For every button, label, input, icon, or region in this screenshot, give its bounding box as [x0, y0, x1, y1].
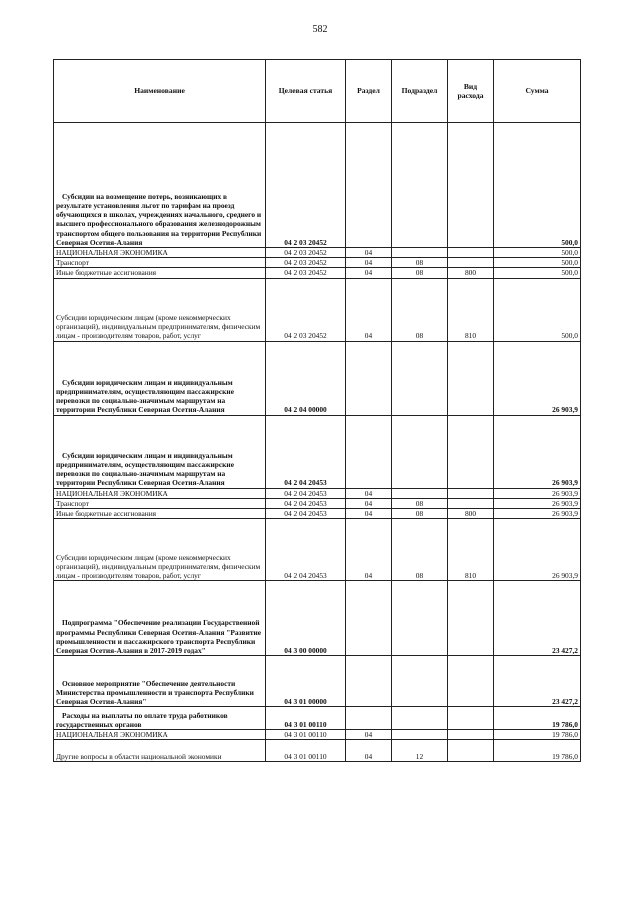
cell-target: 04 2 04 20453 — [266, 488, 346, 498]
cell-expense-type — [448, 740, 494, 762]
cell-section — [346, 581, 392, 656]
cell-section: 04 — [346, 498, 392, 508]
cell-target: 04 3 01 00110 — [266, 707, 346, 730]
table-row — [54, 730, 581, 740]
cell-amount: 26 903,9 — [494, 415, 581, 488]
cell-expense-type — [448, 581, 494, 656]
cell-expense-type — [448, 498, 494, 508]
table-row — [54, 707, 581, 730]
cell-section: 04 — [346, 268, 392, 278]
cell-subsection — [392, 488, 448, 498]
table-row — [54, 498, 581, 508]
header-expense-type: Вид расхода — [448, 60, 494, 123]
header-section: Раздел — [346, 60, 392, 123]
cell-expense-type: 800 — [448, 268, 494, 278]
table-row — [54, 488, 581, 498]
cell-amount: 26 903,9 — [494, 509, 581, 519]
cell-subsection: 08 — [392, 278, 448, 341]
table-row — [54, 341, 581, 415]
cell-target: 04 2 03 20452 — [266, 248, 346, 258]
cell-name: НАЦИОНАЛЬНАЯ ЭКОНОМИКА — [54, 248, 266, 258]
cell-amount: 500,0 — [494, 258, 581, 268]
page-number: 582 — [312, 24, 328, 35]
cell-target: 04 2 03 20452 — [266, 258, 346, 268]
cell-name: Транспорт — [54, 258, 266, 268]
table-row — [54, 415, 581, 488]
table-row — [54, 248, 581, 258]
cell-expense-type: 810 — [448, 278, 494, 341]
cell-name: Транспорт — [54, 498, 266, 508]
cell-section: 04 — [346, 519, 392, 581]
cell-name: Субсидии юридическим лицам (кроме некоммерческих организаций), индивидуальным предпринимателям, физическим лицам - производителям товаров, работ, услуг — [54, 278, 266, 341]
cell-target: 04 3 01 00000 — [266, 656, 346, 707]
table-row — [54, 268, 581, 278]
cell-target: 04 3 01 00110 — [266, 730, 346, 740]
cell-subsection: 08 — [392, 519, 448, 581]
header-row — [54, 60, 581, 123]
table-row — [54, 519, 581, 581]
cell-subsection: 12 — [392, 740, 448, 762]
cell-section: 04 — [346, 730, 392, 740]
cell-target: 04 2 04 20453 — [266, 498, 346, 508]
budget-table — [53, 59, 581, 762]
cell-section: 04 — [346, 258, 392, 268]
header-name: Наименование — [54, 60, 266, 123]
cell-expense-type — [448, 415, 494, 488]
cell-name: НАЦИОНАЛЬНАЯ ЭКОНОМИКА — [54, 730, 266, 740]
cell-amount: 500,0 — [494, 268, 581, 278]
cell-name: Субсидии на возмещение потерь, возникающих в результате установления льгот по тарифам на проезд обучающихся в школах, учреждениях начального, среднего и высшего профессионального образования железнодорожным транспортом общего пользования на территории Республики Северная Осетия-Алания — [54, 123, 266, 248]
cell-name: Расходы на выплаты по оплате труда работников государственных органов — [54, 707, 266, 730]
cell-expense-type — [448, 123, 494, 248]
cell-expense-type: 810 — [448, 519, 494, 581]
cell-target: 04 2 04 00000 — [266, 341, 346, 415]
cell-target: 04 2 04 20453 — [266, 509, 346, 519]
cell-amount: 500,0 — [494, 123, 581, 248]
cell-target: 04 3 01 00110 — [266, 740, 346, 762]
cell-subsection: 08 — [392, 498, 448, 508]
cell-target: 04 2 03 20452 — [266, 278, 346, 341]
cell-section: 04 — [346, 278, 392, 341]
cell-expense-type — [448, 488, 494, 498]
cell-expense-type — [448, 341, 494, 415]
cell-subsection — [392, 656, 448, 707]
cell-name: Другие вопросы в области национальной экономики — [54, 740, 266, 762]
cell-name: Субсидии юридическим лицам (кроме некоммерческих организаций), индивидуальным предпринимателям, физическим лицам - производителям товаров, работ, услуг — [54, 519, 266, 581]
cell-expense-type — [448, 707, 494, 730]
cell-subsection — [392, 341, 448, 415]
cell-expense-type — [448, 248, 494, 258]
cell-subsection — [392, 123, 448, 248]
cell-amount: 26 903,9 — [494, 488, 581, 498]
cell-section: 04 — [346, 740, 392, 762]
cell-name: Субсидии юридическим лицам и индивидуальным предпринимателям, осуществляющим пассажирские перевозки по социально-значимым маршрутам на территории Республики Северная Осетия-Алания — [54, 415, 266, 488]
header-subsection: Подраздел — [392, 60, 448, 123]
cell-amount: 26 903,9 — [494, 519, 581, 581]
cell-amount: 500,0 — [494, 248, 581, 258]
cell-target: 04 2 03 20452 — [266, 123, 346, 248]
cell-section — [346, 123, 392, 248]
cell-section — [346, 341, 392, 415]
table-row — [54, 258, 581, 268]
table-row — [54, 656, 581, 707]
cell-amount: 500,0 — [494, 278, 581, 341]
cell-section — [346, 656, 392, 707]
cell-amount: 26 903,9 — [494, 341, 581, 415]
table-row — [54, 123, 581, 248]
cell-section: 04 — [346, 509, 392, 519]
cell-subsection — [392, 730, 448, 740]
cell-amount: 26 903,9 — [494, 498, 581, 508]
header-target: Целевая статья — [266, 60, 346, 123]
cell-amount: 19 786,0 — [494, 707, 581, 730]
cell-section: 04 — [346, 248, 392, 258]
cell-subsection: 08 — [392, 509, 448, 519]
header-amount: Сумма — [494, 60, 581, 123]
table-row — [54, 509, 581, 519]
cell-section — [346, 415, 392, 488]
cell-expense-type — [448, 258, 494, 268]
cell-name: Иные бюджетные ассигнования — [54, 509, 266, 519]
table-row — [54, 740, 581, 762]
cell-target: 04 3 00 00000 — [266, 581, 346, 656]
cell-amount: 19 786,0 — [494, 740, 581, 762]
cell-amount: 23 427,2 — [494, 581, 581, 656]
cell-name: Иные бюджетные ассигнования — [54, 268, 266, 278]
cell-expense-type — [448, 730, 494, 740]
cell-name: НАЦИОНАЛЬНАЯ ЭКОНОМИКА — [54, 488, 266, 498]
cell-subsection: 08 — [392, 258, 448, 268]
cell-amount: 19 786,0 — [494, 730, 581, 740]
cell-section: 04 — [346, 488, 392, 498]
table-row — [54, 278, 581, 341]
table-row — [54, 581, 581, 656]
cell-target: 04 2 03 20452 — [266, 268, 346, 278]
cell-expense-type — [448, 656, 494, 707]
cell-name: Субсидии юридическим лицам и индивидуальным предпринимателям, осуществляющим пассажирские перевозки по социально-значимым маршрутам на территории Республики Северная Осетия-Алания — [54, 341, 266, 415]
cell-subsection — [392, 581, 448, 656]
cell-amount: 23 427,2 — [494, 656, 581, 707]
cell-name: Основное мероприятие "Обеспечение деятельности Министерства промышленности и транспорта Республики Северная Осетия-Алания" — [54, 656, 266, 707]
cell-subsection — [392, 415, 448, 488]
cell-expense-type: 800 — [448, 509, 494, 519]
cell-target: 04 2 04 20453 — [266, 519, 346, 581]
cell-subsection: 08 — [392, 268, 448, 278]
cell-subsection — [392, 248, 448, 258]
cell-name: Подпрограмма "Обеспечение реализации Государственной программы Республики Северная Осетия-Алания "Развитие промышленности и пассажирского транспорта Республики Северная Осетия-Алания в 2017-2019 годах" — [54, 581, 266, 656]
cell-target: 04 2 04 20453 — [266, 415, 346, 488]
cell-section — [346, 707, 392, 730]
cell-subsection — [392, 707, 448, 730]
